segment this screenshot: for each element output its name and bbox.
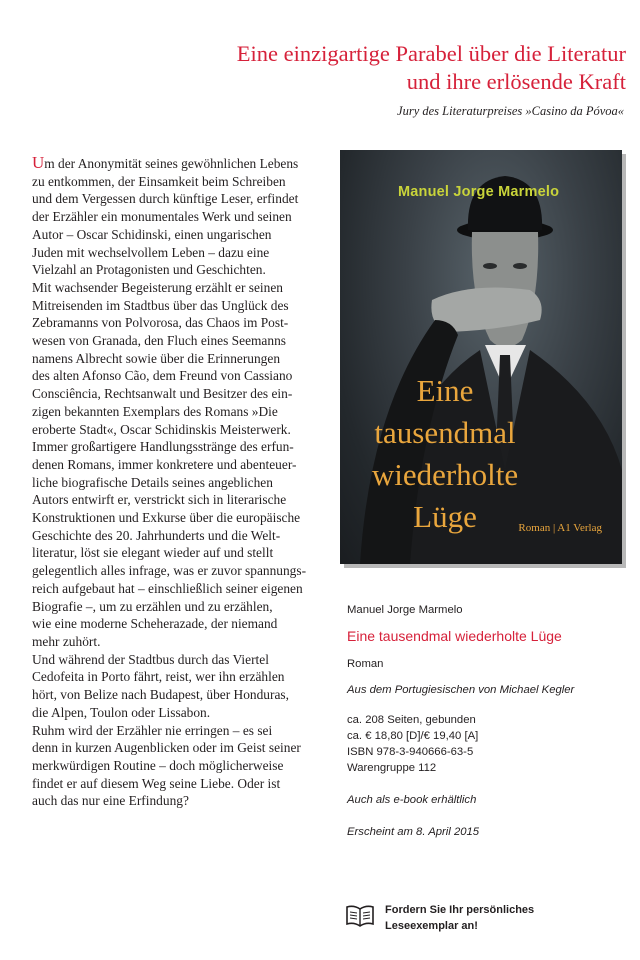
detail-release: Erscheint am 8. April 2015 <box>347 826 480 838</box>
synopsis-line: merkwürdigen Routine – doch möglicherweise <box>32 757 284 773</box>
cover-imprint: Roman | A1 Verlag <box>518 522 602 534</box>
synopsis-line: namens Albrecht sowie über die Erinnerungen <box>32 350 281 366</box>
synopsis-line: auch das nur eine Erfindung? <box>32 793 189 809</box>
cover-title-line: wiederholte <box>371 457 519 492</box>
synopsis-line: zu entkommen, der Einsamkeit beim Schreiben <box>32 173 286 189</box>
open-book-icon <box>345 904 375 928</box>
cover-title <box>370 370 520 538</box>
cover-author: Manuel Jorge Marmelo <box>398 184 560 200</box>
synopsis-line: Vielzahl an Protagonisten und Geschichten. <box>32 262 266 278</box>
detail-author: Manuel Jorge Marmelo <box>347 604 463 616</box>
synopsis-line: Mit wachsender Begeisterung erzählt er seinen <box>32 279 283 295</box>
synopsis-line: der Erzähler ein monumentales Werk und seinen <box>32 209 292 225</box>
order-text-line-1: Fordern Sie Ihr persönliches <box>385 904 535 916</box>
headline <box>66 40 626 96</box>
jury-quote: Jury des Literaturpreises »Casino da Póvoa« <box>397 104 624 118</box>
detail-group: Warengruppe 112 <box>347 762 437 774</box>
synopsis-line: Autors entwirft er, verstrickt sich in literarische <box>32 492 287 508</box>
synopsis-line: hört, von Belize nach Budapest, über Honduras, <box>32 687 289 703</box>
headline-line-2: und ihre erlösende Kraft <box>406 69 626 94</box>
synopsis <box>32 154 320 810</box>
synopsis-line: Immer großartigere Handlungsstränge des erfun- <box>32 439 294 455</box>
synopsis-line: eroberte Stadt«, Oscar Schidinskis Meisterwerk. <box>32 421 291 437</box>
detail-pages: ca. 208 Seiten, gebunden <box>347 714 476 726</box>
book-cover <box>340 150 622 564</box>
detail-title: Eine tausendmal wiederholte Lüge <box>347 628 562 644</box>
synopsis-line: Biografie –, um zu erzählen und zu erzählen, <box>32 598 273 614</box>
synopsis-line: denn in kurzen Augenblicken oder im Geist seiner <box>32 740 301 756</box>
synopsis-line: Zebramanns von Polvorosa, das Chaos im Post- <box>32 315 289 331</box>
synopsis-line: denen Romans, immer konkretere und abenteuer- <box>32 456 297 472</box>
detail-translation: Aus dem Portugiesischen von Michael Kegler <box>347 684 575 696</box>
synopsis-line: reich aufgebaut hat – einschließlich seiner eigenen <box>32 580 303 596</box>
synopsis-line: findet er auf diesem Weg seine Liebe. Oder ist <box>32 775 281 791</box>
synopsis-line: Ruhm wird der Erzähler nie erringen – es sei <box>32 722 273 738</box>
synopsis-line: Geschichte des 20. Jahrhunderts und die Welt- <box>32 527 281 543</box>
synopsis-line: zigen bekannten Exemplars des Romans »Die <box>32 403 278 419</box>
synopsis-line: Autor – Oscar Schidinski, einen ungarischen <box>32 226 272 242</box>
detail-ebook: Auch als e-book erhältlich <box>347 794 477 806</box>
eye-right <box>513 263 527 269</box>
synopsis-line: liche biografische Details seines angeblichen <box>32 474 273 490</box>
synopsis-line: die Alpen, Toulon oder Lissabon. <box>32 704 211 720</box>
cover-title-line: tausendmal <box>374 415 516 450</box>
synopsis-line: mehr zuhört. <box>32 633 101 649</box>
order-text-line-2: Leseexemplar an! <box>385 920 478 932</box>
synopsis-line: Und während der Stadtbus durch das Viertel <box>32 651 269 667</box>
synopsis-line: gelegentlich alles infrage, was er zuvor spannungs- <box>32 563 307 579</box>
synopsis-line: und dem Vergessen durch künftige Leser, erfindet <box>32 191 299 207</box>
synopsis-line: Consciência, Rechtsanwalt und Besitzer des ein- <box>32 386 293 402</box>
detail-isbn: ISBN 978-3-940666-63-5 <box>347 746 474 758</box>
headline-line-1: Eine einzigartige Parabel über die Literatur <box>236 41 626 66</box>
synopsis-line: Um der Anonymität seines gewöhnlichen Lebens <box>32 153 299 172</box>
book-cover-image <box>340 150 628 570</box>
synopsis-line: Cedofeita in Porto fährt, reist, wer ihn erzählen <box>32 669 285 685</box>
synopsis-line: Konstruktionen und Exkurse über die europäische <box>32 510 301 526</box>
synopsis-line: wie eine moderne Scheherazade, der niemand <box>32 616 278 632</box>
order-text <box>385 902 585 934</box>
synopsis-line: wesen von Granada, den Fluch eines Seemanns <box>32 333 286 349</box>
synopsis-line: Juden mit wechselvollem Leben – dazu eine <box>32 244 270 260</box>
synopsis-line: des alten Afonso Cão, dem Freund von Cassiano <box>32 368 293 384</box>
cover-title-line: Eine <box>416 373 474 408</box>
cover-title-line: Lüge <box>413 499 477 534</box>
detail-price: ca. € 18,80 [D]/€ 19,40 [A] <box>347 730 479 742</box>
drop-cap: U <box>32 153 45 172</box>
eye-left <box>483 263 497 269</box>
detail-genre: Roman <box>347 658 384 670</box>
synopsis-line: Mitreisenden im Stadtbus über das Unglück des <box>32 297 289 313</box>
synopsis-line: literatur, löst sie elegant wieder auf und stellt <box>32 545 274 561</box>
